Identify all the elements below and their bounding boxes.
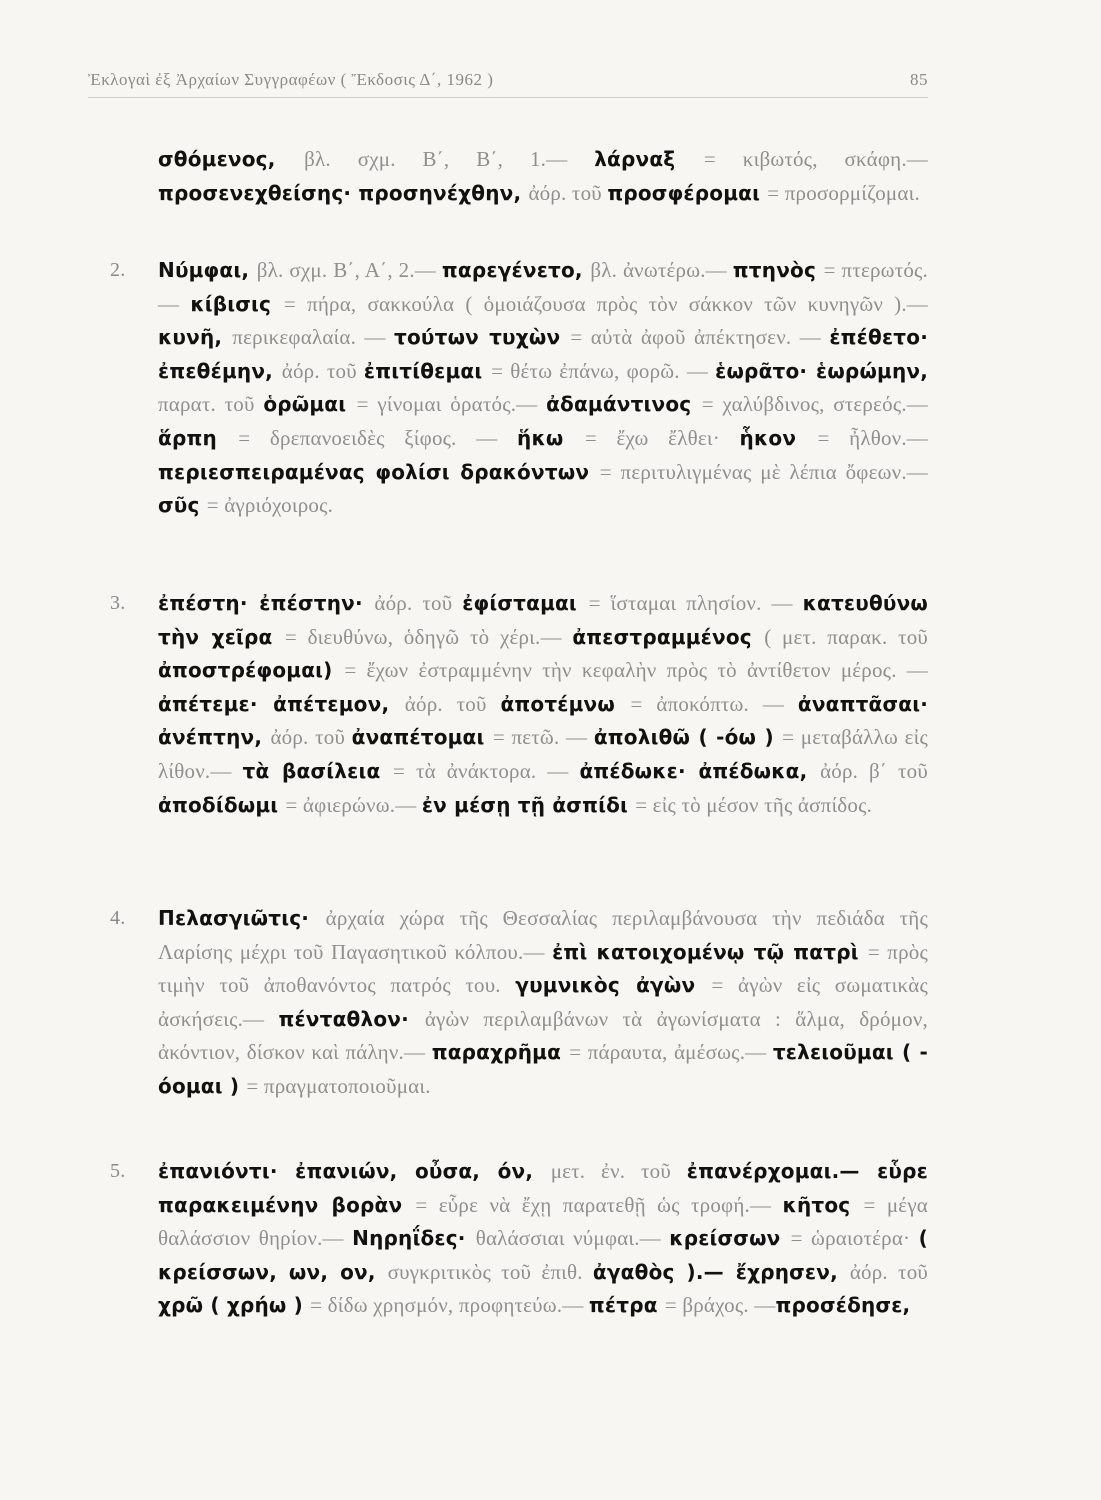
term: εὗρε παρακειμένην βορὰν xyxy=(158,1159,928,1217)
term: ἐπέστη· ἐπέστην· xyxy=(158,591,375,615)
term: τούτων τυχὼν xyxy=(394,325,571,350)
section-text xyxy=(158,258,928,517)
term: ἐπανιόντι· ἐπανιών, οὖσα, όν, xyxy=(158,1159,551,1183)
term: λάρναξ xyxy=(594,147,704,171)
gloss: ἀρχαία χώρα τῆς Θεσσαλίας περιλαμβάνουσα τὴν πεδιάδα τῆς Λαρίσης μέχρι τοῦ Παγασητικοῦ κόλπου.— xyxy=(158,906,928,964)
gloss: θαλάσσιαι νύμφαι.— xyxy=(475,1226,670,1251)
term: προσφέρομαι xyxy=(607,180,768,205)
gloss: = μέγα θαλάσσιον θηρίον.— xyxy=(158,1192,928,1251)
gloss: = ἔχων ἐστραμμένην τὴν κεφαλὴν πρὸς τὸ ἀντίθετον μέρος. — xyxy=(344,658,928,683)
term: ἔχρησεν, xyxy=(735,1259,850,1284)
gloss: ἀόρ. β΄ τοῦ xyxy=(820,758,928,783)
term: ἀπέτεμε· ἀπέτεμον, xyxy=(158,691,405,716)
section-number: 3. xyxy=(110,592,126,614)
term: ἅρπη xyxy=(158,425,239,450)
gloss: βλ. σχμ. Β΄, Β΄, 1.— xyxy=(304,147,595,171)
term: ( κρείσσων, ων, ον, xyxy=(158,1226,928,1284)
term: ἀναπέτομαι xyxy=(351,725,493,750)
page-header xyxy=(88,70,928,100)
gloss: = ἔχω ἔλθει· xyxy=(584,425,740,450)
gloss: = πετῶ. — xyxy=(492,725,594,750)
gloss: = ἀγὼν εἰς σωματικὰς ἀσκήσεις.— xyxy=(158,973,928,1031)
gloss: = δρεπανοειδὲς ξίφος. — xyxy=(238,425,518,450)
gloss: ἀόρ. τοῦ xyxy=(404,691,501,716)
gloss: = γίνομαι ὁρατός.— xyxy=(356,392,547,417)
glossary-section xyxy=(110,1155,928,1323)
term: ἧκον xyxy=(739,425,818,450)
gloss: = προσορμίζομαι. xyxy=(767,180,920,205)
glossary-section xyxy=(110,902,928,1104)
gloss: ἀόρ. τοῦ xyxy=(374,591,463,615)
term: Πελασγιῶτις· xyxy=(158,906,326,930)
gloss: = διευθύνω, ὁδηγῶ τὸ χέρι.— xyxy=(284,624,573,649)
term: ἀγαθὸς ).— xyxy=(592,1259,736,1284)
term: Νύμφαι, xyxy=(158,258,257,282)
gloss: παρατ. τοῦ xyxy=(158,392,264,417)
term: ἀδαμάντινος xyxy=(546,392,702,417)
gloss: = αὐτὰ ἀφοῦ ἀπέκτησεν. — xyxy=(570,325,830,350)
term: προσέδησε, xyxy=(775,1293,911,1318)
gloss: βλ. σχμ. Β΄, Α΄, 2.— xyxy=(256,258,442,282)
gloss: = ἵσταμαι πλησίον. — xyxy=(588,591,803,615)
gloss: ἀγὼν περιλαμβάνων τὰ ἀγωνίσματα : ἅλμα, δρόμον, ἀκόντιον, δίσκον καὶ πάλην.— xyxy=(158,1006,928,1065)
gloss: = τὰ ἀνάκτορα. — xyxy=(393,758,580,783)
gloss: = κιβωτός, σκάφη.— xyxy=(703,147,928,171)
gloss: = ἀγριόχοιρος. xyxy=(206,493,334,518)
section-number: 4. xyxy=(110,907,126,929)
gloss: = πτερωτός.— xyxy=(158,258,929,316)
term: κίβισις xyxy=(190,291,284,316)
term: παρεγένετο, xyxy=(441,258,591,282)
section-text xyxy=(158,591,928,817)
gloss: = εἰς τὸ μέσον τῆς ἀσπίδος. xyxy=(635,792,873,817)
term: τὰ βασίλεια xyxy=(242,758,394,783)
glossary-section xyxy=(110,587,929,822)
term: χρῶ ( χρήω ) xyxy=(158,1293,311,1318)
term: ὁρῶμαι xyxy=(263,392,357,417)
gloss: ( μετ. παρακ. τοῦ xyxy=(764,624,929,649)
term: κῆτος xyxy=(782,1192,864,1217)
section-number: 5. xyxy=(110,1160,126,1182)
gloss: = μεταβάλλω εἰς λίθον.— xyxy=(158,725,928,783)
section-text xyxy=(158,906,928,1098)
gloss: = βράχος. — xyxy=(664,1293,776,1318)
term: ἀπολιθῶ ( -όω ) xyxy=(593,725,783,750)
term: ἑωρᾶτο· ἑωρώμην, xyxy=(715,358,929,383)
term: ἐπανέρχομαι.— xyxy=(686,1159,878,1183)
gloss: = ἀποκόπτω. — xyxy=(630,691,798,716)
gloss: μετ. ἐν. τοῦ xyxy=(550,1159,687,1183)
term: Νηρηΐδες· xyxy=(352,1226,476,1251)
term: κυνῆ, xyxy=(158,325,233,350)
term: παραχρῆμα xyxy=(431,1040,570,1065)
section-text xyxy=(158,147,928,205)
term: κατευθύνω τὴν χεῖρα xyxy=(158,591,928,649)
term: ἀναπτᾶσαι· ἀνέπτην, xyxy=(158,691,929,750)
section-text xyxy=(158,1159,928,1317)
running-title: Ἐκλογαὶ ἐξ Ἀρχαίων Συγγραφέων ( Ἔκδοσις Δ΄, 1962 ) xyxy=(88,70,494,89)
term: προσενεχθείσης· προσηνέχθην, xyxy=(158,180,529,205)
term: ἐφίσταμαι xyxy=(462,591,589,615)
gloss: ἀόρ. τοῦ xyxy=(528,180,608,205)
term: ἐπιτίθεμαι xyxy=(363,358,492,383)
term: ἀποτέμνω xyxy=(500,691,631,716)
term: ἐν μέσῃ τῇ ἀσπίδι xyxy=(421,792,636,817)
term: σῦς xyxy=(158,493,207,518)
gloss: = πραγματοποιοῦμαι. xyxy=(246,1073,431,1098)
glossary-section xyxy=(158,143,928,210)
term: ἀποδίδωμι xyxy=(158,792,286,817)
gloss: = ὡραιοτέρα· xyxy=(790,1226,919,1251)
gloss: = χαλύβδινος, στερεός.— xyxy=(701,392,928,417)
term: ἐπὶ κατοιχομένῳ τῷ πατρὶ xyxy=(552,939,868,964)
glossary-section xyxy=(110,254,929,523)
term: πέτρα xyxy=(588,1293,665,1318)
term: σθόμενος, xyxy=(158,147,305,171)
gloss: βλ. ἀνωτέρω.— xyxy=(590,258,733,282)
gloss: = εὗρε νὰ ἔχῃ παρατεθῇ ὡς τροφή.— xyxy=(415,1192,783,1217)
term: ἥκω xyxy=(517,425,585,450)
gloss: ἀόρ. τοῦ xyxy=(281,358,364,383)
page-number: 85 xyxy=(910,70,928,89)
section-number: 2. xyxy=(110,259,126,281)
term: τελειοῦμαι ( -όομαι ) xyxy=(158,1040,928,1098)
gloss: = ἦλθον.— xyxy=(817,425,929,450)
term: ἐπέθετο· ἐπεθέμην, xyxy=(158,325,928,383)
gloss: = πάραυτα, ἀμέσως.— xyxy=(569,1040,773,1065)
term: πένταθλον· xyxy=(278,1006,425,1031)
gloss: περικεφαλαία. — xyxy=(232,325,395,350)
gloss: = πήρα, σακκούλα ( ὁμοιάζουσα πρὸς τὸν σάκκον τῶν κυνηγῶν ).— xyxy=(283,291,928,316)
gloss: = περιτυλιγμένας μὲ λέπια ὄφεων.— xyxy=(599,459,928,484)
header-rule xyxy=(88,97,928,98)
term: γυμνικὸς ἀγὼν xyxy=(515,973,712,998)
gloss: = πρὸς τιμὴν τοῦ ἀποθανόντος πατρός του. xyxy=(158,939,928,998)
term: περιεσπειραμένας φολίσι δρακόντων xyxy=(158,459,600,484)
gloss: = δίδω χρησμόν, προφητεύω.— xyxy=(310,1293,589,1318)
term: ἀπεστραμμένος xyxy=(572,624,765,649)
gloss: συγκριτικὸς τοῦ ἐπιθ. xyxy=(387,1259,593,1284)
gloss: = θέτω ἐπάνω, φορῶ. — xyxy=(491,358,716,383)
gloss: ἀόρ. τοῦ xyxy=(270,725,352,750)
term: ἀπέδωκε· ἀπέδωκα, xyxy=(579,758,821,783)
gloss: = ἀφιερώνω.— xyxy=(285,792,422,817)
term: ἀποστρέφομαι) xyxy=(158,658,345,683)
term: πτηνὸς xyxy=(732,258,824,282)
term: κρείσσων xyxy=(669,1226,791,1251)
gloss: ἀόρ. τοῦ xyxy=(849,1259,928,1284)
